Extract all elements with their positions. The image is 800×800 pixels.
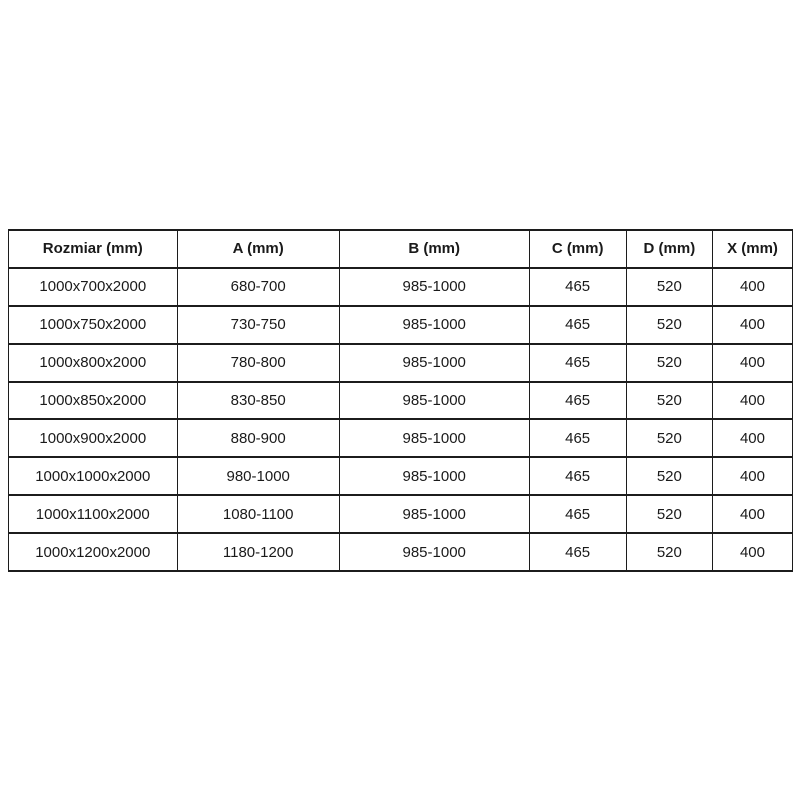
table-row	[9, 382, 793, 420]
table-cell: 1000x850x2000	[9, 382, 178, 420]
table-cell: 680-700	[177, 268, 339, 306]
table-cell: 985-1000	[339, 306, 529, 344]
table-cell: 730-750	[177, 306, 339, 344]
table-cell: 400	[712, 306, 792, 344]
column-header: X (mm)	[712, 230, 792, 268]
table-row	[9, 495, 793, 533]
table-cell: 400	[712, 344, 792, 382]
table-cell: 465	[529, 344, 626, 382]
table-cell: 520	[626, 268, 712, 306]
table-row	[9, 457, 793, 495]
table-cell: 465	[529, 268, 626, 306]
table-cell: 1000x1100x2000	[9, 495, 178, 533]
table-cell: 400	[712, 533, 792, 571]
column-header: C (mm)	[529, 230, 626, 268]
table-cell: 985-1000	[339, 533, 529, 571]
table-cell: 520	[626, 495, 712, 533]
table-cell: 1080-1100	[177, 495, 339, 533]
column-header: A (mm)	[177, 230, 339, 268]
table-cell: 880-900	[177, 419, 339, 457]
table-cell: 520	[626, 344, 712, 382]
table-cell: 520	[626, 306, 712, 344]
table-cell: 520	[626, 457, 712, 495]
table-cell: 400	[712, 457, 792, 495]
column-header: Rozmiar (mm)	[9, 230, 178, 268]
table-row	[9, 533, 793, 571]
table-cell: 1000x900x2000	[9, 419, 178, 457]
table-cell: 465	[529, 457, 626, 495]
table-cell: 1000x1200x2000	[9, 533, 178, 571]
column-header: B (mm)	[339, 230, 529, 268]
table-cell: 465	[529, 495, 626, 533]
table-cell: 985-1000	[339, 268, 529, 306]
table-cell: 400	[712, 495, 792, 533]
table-cell: 1180-1200	[177, 533, 339, 571]
table-cell: 400	[712, 382, 792, 420]
table-cell: 465	[529, 419, 626, 457]
table-cell: 1000x1000x2000	[9, 457, 178, 495]
table-cell: 1000x700x2000	[9, 268, 178, 306]
table-cell: 465	[529, 306, 626, 344]
header-row	[9, 230, 793, 268]
table-cell: 980-1000	[177, 457, 339, 495]
table-cell: 465	[529, 382, 626, 420]
table-body	[9, 268, 793, 571]
table-cell: 520	[626, 533, 712, 571]
table-cell: 985-1000	[339, 419, 529, 457]
table-cell: 520	[626, 419, 712, 457]
table-cell: 985-1000	[339, 382, 529, 420]
column-header: D (mm)	[626, 230, 712, 268]
table-cell: 400	[712, 268, 792, 306]
table-cell: 520	[626, 382, 712, 420]
table-cell: 400	[712, 419, 792, 457]
table-header	[9, 230, 793, 268]
table-row	[9, 306, 793, 344]
table-row	[9, 344, 793, 382]
table-cell: 465	[529, 533, 626, 571]
table-cell: 780-800	[177, 344, 339, 382]
table-cell: 1000x800x2000	[9, 344, 178, 382]
table-cell: 830-850	[177, 382, 339, 420]
table-cell: 1000x750x2000	[9, 306, 178, 344]
table-row	[9, 419, 793, 457]
table-cell: 985-1000	[339, 344, 529, 382]
table-row	[9, 268, 793, 306]
size-chart-table	[8, 229, 793, 572]
table-cell: 985-1000	[339, 457, 529, 495]
table-cell: 985-1000	[339, 495, 529, 533]
